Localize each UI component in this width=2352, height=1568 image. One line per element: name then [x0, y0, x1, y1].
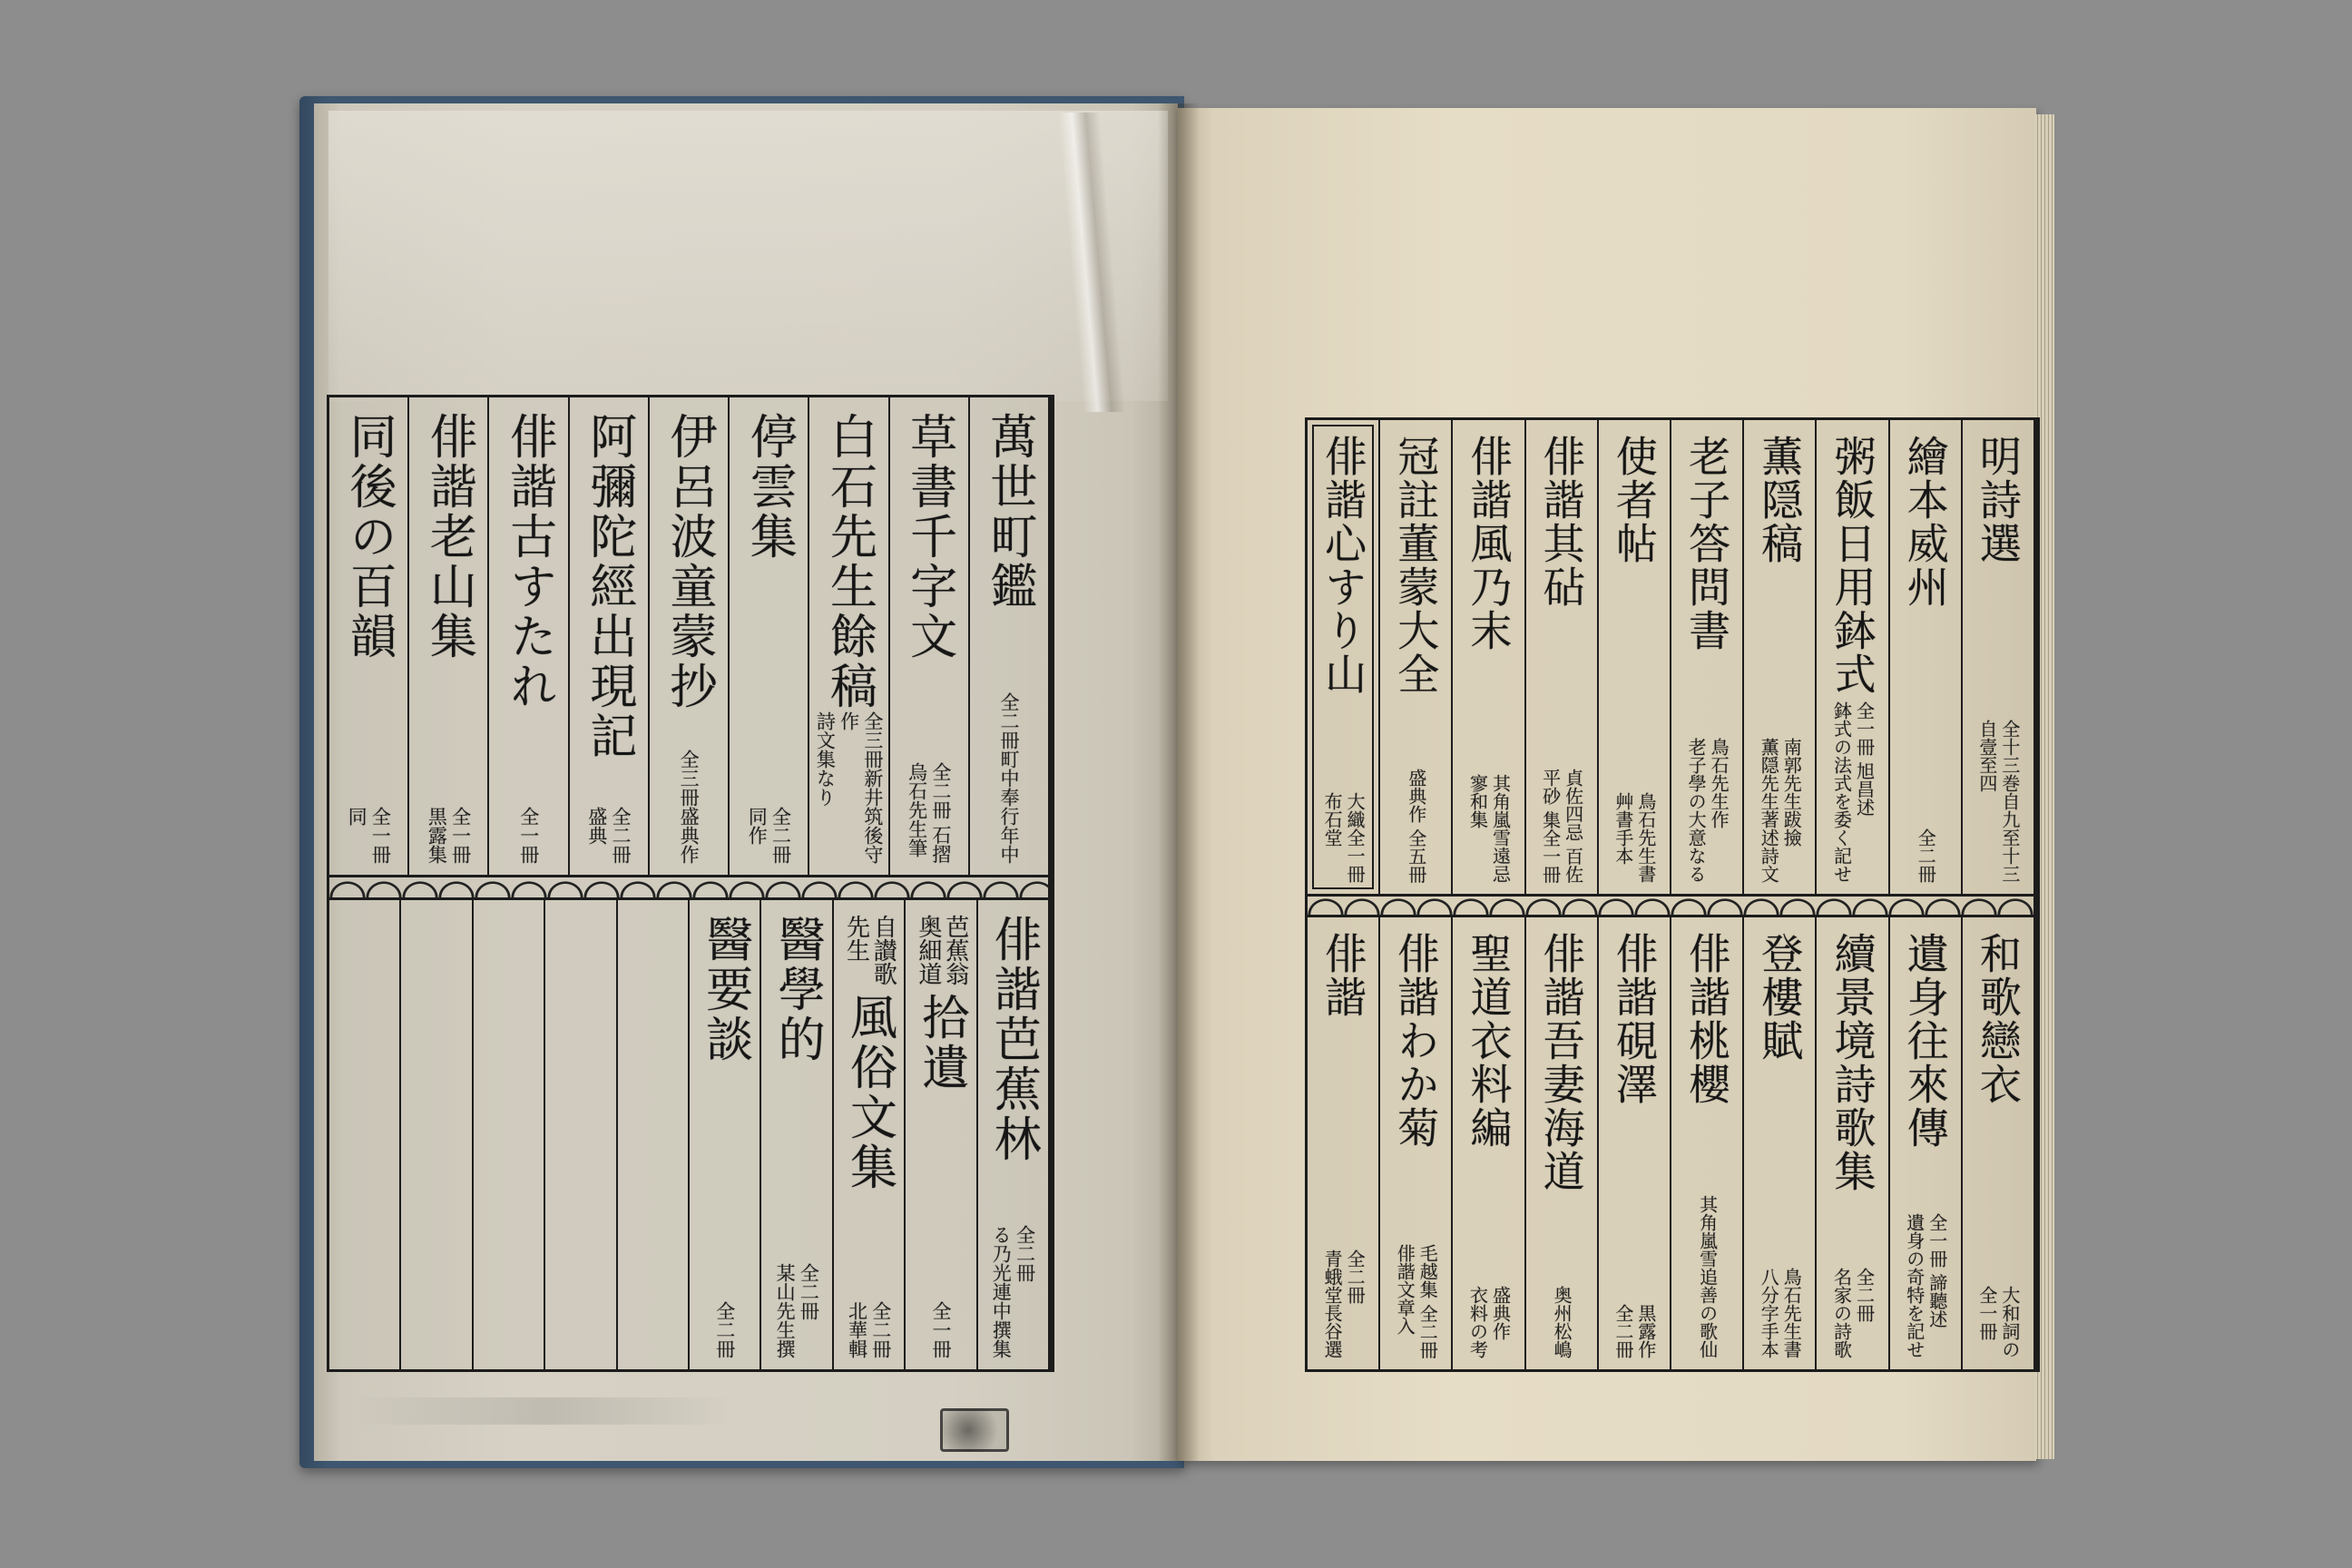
catalog-entry — [1815, 420, 1887, 894]
entry-note: 全一冊 — [930, 1301, 953, 1358]
entry-notes — [1550, 1286, 1573, 1358]
entry-notes — [1757, 738, 1802, 883]
entry-title: 草書千字文 — [901, 412, 956, 662]
empty-column — [544, 900, 615, 1369]
entry-note: 全二冊 — [1344, 1250, 1367, 1304]
prefix-line: 先生 — [842, 915, 870, 962]
row-divider-band — [1308, 894, 2034, 917]
catalog-entry — [329, 397, 407, 875]
entry-note: 烏石先生筆 — [906, 762, 928, 858]
entry-title: 阿彌陀經出現記 — [581, 412, 636, 761]
entry-notes — [773, 1263, 821, 1358]
catalog-entry — [1815, 917, 1887, 1369]
entry-title: 白石先生餘稿 — [821, 412, 877, 711]
entry-title: 俳諧老山集 — [421, 412, 476, 662]
entry-note: 全一冊 — [369, 807, 392, 864]
entry-title: 伊呂波童蒙抄 — [662, 412, 717, 711]
entry-notes — [1539, 769, 1584, 883]
entry-note: 南郭先生跋撿 — [1780, 738, 1803, 847]
right-lower-row — [1308, 917, 2034, 1369]
entry-note: 其角嵐雪追善の歌仙 — [1696, 1195, 1719, 1358]
entry-notes — [677, 750, 701, 864]
catalog-entry — [976, 900, 1048, 1369]
entry-note: 老子學の大意なる — [1685, 738, 1708, 883]
entry-title: 俳諧桃櫻 — [1682, 932, 1732, 1106]
catalog-entry — [1597, 420, 1670, 894]
entry-note: 詩文集なり — [814, 711, 837, 807]
book-gutter — [1158, 103, 1200, 1461]
entry-title: 明詩選 — [1973, 435, 2023, 565]
catalog-entry — [568, 397, 648, 875]
catalog-entry — [1742, 917, 1815, 1369]
entry-note: 俳諧文章入 — [1394, 1243, 1416, 1335]
entry-note: 其角嵐雪遠忌 — [1489, 774, 1512, 883]
entry-title: 遺身往來傳 — [1900, 932, 1950, 1150]
entry-notes — [1684, 738, 1730, 883]
catalog-entry — [688, 900, 760, 1369]
catalog-entry — [1524, 917, 1597, 1369]
entry-note: 北華輯 — [846, 1301, 868, 1358]
entry-note: 全二冊町中奉行年中 — [998, 692, 1021, 864]
catalog-entry — [487, 397, 567, 875]
entry-note: 寥和集 — [1466, 774, 1489, 828]
entry-notes — [425, 807, 473, 864]
pasted-paper-sheet — [328, 111, 1168, 401]
entry-notes — [1903, 1213, 1948, 1358]
entry-notes — [1465, 1286, 1511, 1358]
entry-notes — [905, 762, 953, 864]
entry-note: 全二冊 — [713, 1301, 736, 1358]
entry-title: 和歌戀衣 — [1973, 932, 2023, 1106]
catalog-entry — [888, 397, 968, 875]
entry-title: 使者帖 — [1609, 435, 1659, 565]
pencil-smudge — [354, 1397, 735, 1425]
catalog-entry — [1451, 917, 1524, 1369]
entry-note: 毛越集 全二冊 — [1416, 1243, 1439, 1358]
entry-note: 鳥石先生書 — [1780, 1268, 1803, 1358]
entry-note: 全三冊新井筑後守作 — [838, 711, 884, 864]
catalog-entry — [904, 900, 975, 1369]
entry-notes — [1829, 1268, 1875, 1358]
entry-notes — [1975, 720, 2021, 883]
entry-title: 冠註董蒙大全 — [1391, 435, 1441, 696]
entry-notes — [845, 1301, 893, 1358]
entry-title: 續景境詩歌集 — [1828, 932, 1877, 1193]
entry-title: 同後の百韻 — [341, 412, 397, 662]
entry-title: 俳諧風乃末 — [1464, 435, 1514, 652]
prefix-line: 奥細道 — [914, 915, 942, 985]
entry-note: 自壹至四 — [1975, 720, 1998, 792]
entry-note: 全一冊 諦聽述 — [1926, 1213, 1948, 1328]
catalog-entry — [1670, 917, 1742, 1369]
entry-note: 大和詞の — [1998, 1286, 2021, 1358]
entry-notes — [1320, 792, 1366, 883]
entry-notes — [585, 807, 633, 864]
entry-note: 薫隠先生著述詩文 — [1758, 738, 1780, 883]
entry-title: 薫隠稿 — [1755, 435, 1805, 565]
entry-notes — [713, 1301, 737, 1358]
catalog-entry — [1888, 917, 1961, 1369]
entry-title: 停雲集 — [741, 412, 797, 562]
catalog-entry — [1378, 917, 1451, 1369]
entry-note: 全二冊 — [769, 807, 792, 864]
entry-notes — [929, 1301, 953, 1358]
entry-note: 全三冊盛典作 — [678, 750, 701, 864]
prefix-line: 自讃歌 — [869, 915, 897, 985]
entry-title: 聖道衣料編 — [1464, 932, 1514, 1150]
catalog-entry — [1670, 420, 1742, 894]
entry-notes — [1914, 828, 1936, 883]
entry-note: 名家の詩歌 — [1830, 1268, 1853, 1358]
entry-title: 俳諧其砧 — [1536, 435, 1586, 609]
catalog-entry — [1961, 917, 2034, 1369]
entry-note: 全十三巻自九至十三 — [1998, 720, 2021, 883]
entry-note: 全二冊 — [1612, 1304, 1634, 1358]
entry-notes — [1393, 1244, 1438, 1358]
entry-note: 鳥石先生作 — [1708, 738, 1730, 828]
entry-note: 全二冊 — [798, 1263, 820, 1320]
entry-note: 全二冊 — [1014, 1225, 1036, 1282]
empty-column — [616, 900, 688, 1369]
entry-notes — [813, 711, 885, 864]
right-catalog-frame — [1305, 417, 2040, 1372]
entry-title: 粥飯日用鉢式 — [1828, 435, 1877, 696]
entry-title: 俳諧 — [1318, 932, 1368, 1019]
catalog-entry — [808, 397, 887, 875]
entry-notes — [516, 807, 540, 864]
catalog-entry — [968, 397, 1048, 875]
entry-notes — [745, 807, 793, 864]
entry-notes — [1465, 774, 1511, 883]
entry-note: 全二冊 — [1853, 1268, 1876, 1322]
entry-title: 俳諧古すたれ — [501, 412, 556, 711]
catalog-entry — [832, 900, 904, 1369]
entry-note: 青蛾堂長谷選 — [1321, 1250, 1344, 1358]
entry-note: 同作 — [746, 807, 769, 845]
entry-title: 俳諧吾妻海道 — [1536, 932, 1586, 1193]
entry-title: 登樓賦 — [1755, 932, 1805, 1063]
entry-note: 盛典 — [585, 807, 608, 845]
catalog-entry — [1308, 917, 1378, 1369]
left-catalog-frame — [327, 395, 1054, 1372]
catalog-entry — [1308, 420, 1378, 894]
entry-title: 俳諧硯澤 — [1609, 932, 1659, 1106]
entry-title: 拾遺 — [913, 993, 968, 1093]
entry-notes — [345, 807, 393, 864]
catalog-entry — [648, 397, 728, 875]
entry-notes — [997, 692, 1021, 864]
entry-note: 遺身の奇特を記せ — [1903, 1213, 1926, 1358]
entry-title: 繪本威州 — [1900, 435, 1950, 609]
entry-note: 布石堂 — [1321, 792, 1344, 847]
prefix-line: 芭蕉翁 — [941, 915, 969, 985]
entry-title: 老子答問書 — [1682, 435, 1732, 652]
entry-title: 醫學的 — [769, 915, 825, 1064]
entry-title: 醫要談 — [697, 915, 752, 1064]
catalog-entry — [1961, 420, 2034, 894]
entry-note: 盛典作 — [1489, 1286, 1512, 1340]
entry-note: 黒露集 — [426, 807, 448, 864]
catalog-entry — [760, 900, 831, 1369]
entry-note: 全一冊 旭昌述 — [1853, 701, 1876, 817]
catalog-entry — [407, 397, 487, 875]
entry-notes — [1975, 1286, 2021, 1358]
catalog-entry — [728, 397, 808, 875]
entry-note: 全二冊 — [610, 807, 632, 864]
ink-stamp — [940, 1408, 1009, 1452]
entry-title: 俳諧芭蕉林 — [985, 915, 1041, 1164]
empty-column — [399, 900, 471, 1369]
entry-title: 萬世町鑑 — [981, 412, 1036, 612]
catalog-entry — [1888, 420, 1961, 894]
entry-title: 俳諧心すり山 — [1318, 435, 1368, 696]
catalog-entry — [1378, 420, 1451, 894]
empty-column — [329, 900, 399, 1369]
entry-note: 全一冊 — [1975, 1286, 1998, 1340]
catalog-entry — [1597, 917, 1670, 1369]
left-upper-row — [329, 397, 1048, 875]
entry-note: 鳥石先生書 — [1634, 792, 1657, 883]
entry-note: 同 — [346, 807, 368, 826]
entry-note: 平砂 集全一冊 — [1539, 768, 1562, 883]
entry-notes — [1612, 792, 1657, 883]
row-divider-band — [329, 875, 1048, 900]
entry-note: 艸書手本 — [1612, 792, 1634, 865]
left-lower-row — [329, 900, 1048, 1369]
entry-notes — [1696, 1195, 1719, 1358]
right-upper-row — [1308, 420, 2034, 894]
entry-prefix — [914, 915, 968, 985]
entry-note: 全二冊 石摺 — [929, 762, 952, 864]
catalog-entry — [1451, 420, 1524, 894]
entry-note: 大織全一冊 — [1344, 792, 1367, 883]
entry-notes — [1612, 1304, 1657, 1358]
entry-note: 盛典作 全五冊 — [1405, 768, 1427, 883]
entry-note: る乃光連中撰集 — [990, 1225, 1013, 1358]
entry-title: 俳諧わか菊 — [1391, 932, 1441, 1150]
entry-note: 八分字手本 — [1758, 1268, 1780, 1358]
entry-note: 貞佐四忌 百佐 — [1562, 768, 1584, 883]
entry-note: 鉢式の法式を委く記せ — [1830, 701, 1853, 883]
entry-note: 某山先生撰 — [774, 1263, 797, 1358]
entry-notes — [1829, 701, 1875, 883]
entry-note: 奥州松嶋 — [1551, 1286, 1573, 1358]
empty-column — [472, 900, 544, 1369]
catalog-entry — [1524, 420, 1597, 894]
entry-notes — [989, 1225, 1037, 1358]
entry-title: 風俗文集 — [841, 993, 897, 1192]
entry-note: 全一冊 — [517, 807, 540, 864]
entry-prefix — [842, 915, 897, 985]
entry-note: 衣料の考 — [1466, 1286, 1489, 1358]
entry-notes — [1405, 769, 1427, 883]
entry-note: 黒露作 — [1634, 1304, 1657, 1358]
entry-note: 全一冊 — [449, 807, 472, 864]
entry-notes — [1320, 1250, 1366, 1358]
catalog-entry — [1742, 420, 1815, 894]
entry-note: 全二冊 — [1915, 828, 1937, 883]
entry-notes — [1757, 1268, 1802, 1358]
entry-note: 全二冊 — [869, 1301, 892, 1358]
